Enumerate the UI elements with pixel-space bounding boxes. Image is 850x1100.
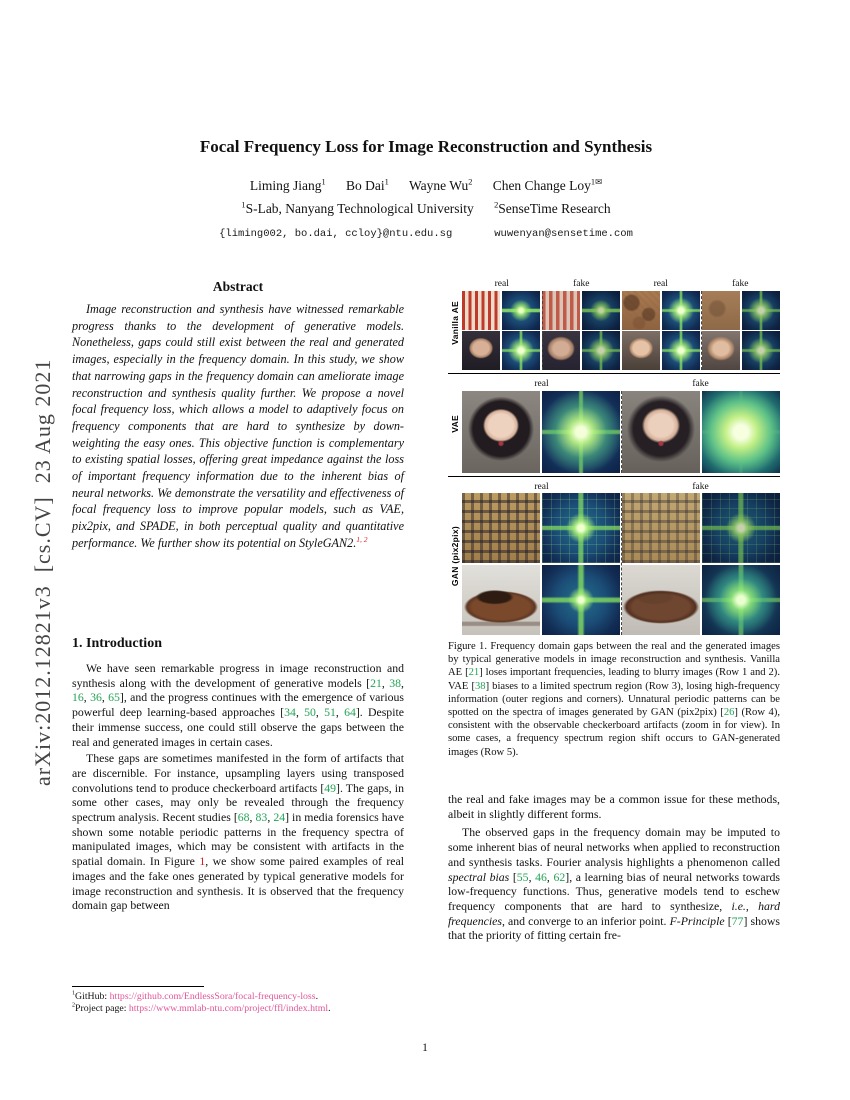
vanilla-ae-row-2 [462,331,780,370]
text-run: Project page: [75,1003,129,1015]
column-headers [462,376,780,389]
paper-title: Focal Frequency Loss for Image Reconstruction and Synthesis [199,137,653,156]
citation-link[interactable]: 38 [389,675,402,690]
text-run: , [528,869,536,884]
citation-link[interactable]: 51 [324,705,336,720]
text-run: ]. The gaps, in some other cases, may only be revealed through the frequency spectrum analysis. Recent studies [ [72,780,404,825]
spectrum-fake-texture [742,291,780,330]
text-run: , [101,690,109,705]
text-run: Image reconstruction and synthesis have witnessed remarkable progress thanks to the development of generative models. Nonetheless, gaps could still exist between the real and generated images, especially in the frequency domain. In this study, we show that narrowing gaps in the frequency domain can ameliorate image reconstruction and synthesis quality further. We propose a novel focal frequency loss, which allows a model to adaptively focus on frequency components that are hard to synthesize by down-weighting the easy ones. This objective function is complementary to existing spatial losses, offering great impedance against the loss of important frequency information due to the inherent bias of neural networks. We demonstrate the versatility and effectiveness of focal frequency loss to improve popular models, such as VAE, pix2pix, and SPADE, in both perceptual quality and quantitative performance. We further show its potential on StyleGAN2. [72,302,404,550]
abstract-heading: Abstract [212,279,264,294]
image-fake-portrait [622,391,700,473]
image-fake-texture [702,291,740,330]
text-run: 1 [321,177,326,187]
text-run [389,178,409,193]
real-fake-divider [542,291,543,371]
spectrum-fake-facade [702,493,780,563]
real-fake-divider [701,291,702,371]
citation-link[interactable]: 34 [284,705,296,720]
abstract-text [72,301,404,552]
email-group: {liming002, bo.dai, ccloy}@ntu.edu.sg [219,228,453,240]
footnote-2 [72,1003,404,1015]
text-run: , [83,690,91,705]
image-real-stripes [462,291,500,330]
column-header-real: real [534,481,549,492]
text-run: Bo Dai [345,178,385,193]
image-fake-face-a [542,331,580,370]
image-real-shoe [462,565,540,635]
citation-link[interactable]: 21 [468,667,480,679]
text-run: ], and the progress continues with the emergence of various powerful deep learning-based approaches [ [72,690,404,720]
text-run: , we show some paired examples of real images and the fake ones generated by typical generative models for image reconstruction and synthesis. It is observed that the frequency domain gap between [72,854,405,913]
text-run: ]. Despite their immense success, one could still observe the gaps between the real and generated images in certain cases. [72,705,404,749]
image-fake-face-b [702,331,740,370]
column-header-real: real [534,379,549,389]
text-run: F-Principle [669,913,725,928]
text-run: ] biases to a limited spectrum region (Row 3), losing high-frequency information (outer regions and corners). Unnatural periodic patterns can be spotted on the spectra of images generated by GAN (pix2pix) [ [448,680,780,719]
text-run: S-Lab, Nanyang Technological University [245,201,474,216]
right-column-text [448,792,780,943]
citation-link[interactable]: 16 [72,690,84,705]
citation-link[interactable]: 65 [108,690,120,705]
citation-link[interactable]: 77 [731,913,744,928]
text-run [326,178,346,193]
text-run: 2 [72,1003,76,1010]
spectrum-real-portrait [542,391,620,473]
text-run: , [249,810,256,825]
text-run: Figure 1. Frequency domain gaps between the real and the generated images by typical generative models in image reconstruction and synthesis. Vanilla AE [ [448,641,780,679]
spectrum-fake-shoe [702,565,780,635]
image-real-portrait [462,391,540,473]
text-run: , [267,810,274,825]
text-run: The observed gaps in the frequency domain may be imputed to some inherent bias of neural networks when applied to reconstruction and synthesis tasks. Fourier analysis highlights a phenomenon called [448,825,780,869]
figure-1 [448,276,780,635]
text-run: ] shows that the priority of fitting certain fre- [448,913,780,943]
text-run: , [315,705,325,720]
text-run: We have seen remarkable progress in image reconstruction and synthesis along with the development of generative models [ [72,661,404,690]
text-run: . [328,1003,331,1015]
vanilla-ae-row-1 [462,291,780,330]
image-real-facade [462,493,540,563]
text-run: 1 [72,990,76,997]
text-run: [ [724,913,732,928]
spectrum-real-texture [662,291,700,330]
row-label-vanilla-ae: Vanilla AE [450,301,460,345]
text-run: , [295,705,305,720]
citation-link[interactable]: 46 [535,869,547,884]
text-run: ], a learning bias of neural networks towards low-frequency functions. Thus, generative models tend to eschew frequency components that are hard to synthesize, [448,869,781,913]
citation-link[interactable]: 36 [90,690,102,705]
citation-link[interactable]: 55 [516,869,529,884]
real-fake-divider [621,391,622,473]
text-run: i.e. [731,898,746,913]
image-fake-facade [622,493,700,563]
text-run: These gaps are sometimes manifested in the form of artifacts that are discernible. For instance, upsampling layers using transposed convolutions tend to produce checkerboard artifacts [ [72,751,404,795]
text-run: ] (Row 4), consistent with the observable checkerboard artifacts (zoom in for view). In some cases, a frequency spectrum region shift occurs to GAN-generated images (Row 5). [448,707,781,758]
image-fake-stripes [542,291,580,330]
image-fake-shoe [622,565,700,635]
citation-link[interactable]: 26 [723,707,735,719]
text-run [474,201,494,216]
footnote-1 [72,991,404,1003]
intro-paragraph-1 [72,661,404,749]
emails-line [72,228,780,240]
citation-link[interactable]: 68 [237,810,250,825]
spectrum-real-shoe [542,565,620,635]
text-run [472,178,492,193]
arxiv-watermark: arXiv:2012.12821v3 [cs.CV] 23 Aug 2021 [30,358,55,786]
column-header-fake: fake [573,279,590,289]
column-headers [462,479,780,492]
spectrum-real-stripes [502,291,540,330]
text-run: 1, 2 [356,534,368,544]
author-list [72,178,780,194]
text-run: . [315,991,319,1002]
spectrum-fake-stripes [582,291,620,330]
column-headers [462,276,780,289]
citation-link[interactable]: 21 [370,675,382,690]
citation-link[interactable]: 50 [304,705,316,720]
section-heading-introduction: 1. Introduction [72,636,162,651]
citation-link[interactable]: 49 [324,780,337,795]
figure-group-gan-pix2pix [448,479,780,635]
text-run: Liming Jiang [249,178,322,193]
text-run: 2 [494,200,499,210]
text-run: 1 [241,200,246,210]
text-run: , [745,898,759,913]
text-run: [ [509,869,517,884]
spectrum-fake-portrait [702,391,780,473]
spectrum-real-facade [542,493,620,563]
right-paragraph-1 [448,792,780,821]
text-run: Wayne Wu [409,178,469,193]
right-paragraph-2 [448,825,780,943]
text-run: ] loses important frequencies, leading to blurry images (Row 1 and 2). VAE [ [448,667,780,692]
group-separator [448,373,780,374]
citation-link[interactable]: 1 [199,854,206,869]
affiliations [72,201,780,217]
text-run: ] in media forensics have shown some notable periodic patterns in the frequency spectra of manipulated images, which may be consistent with artifacts in the spatial domain. In Figure [72,810,404,869]
text-run: spectral bias [448,869,510,884]
text-run: Chen Change Loy [492,178,591,193]
column-header-fake: fake [732,279,749,289]
hyperlink[interactable]: https://www.mmlab-ntu.com/project/ffl/index.html [128,1003,329,1015]
introduction-text [72,661,404,913]
figure-group-vae [448,376,780,473]
citation-link[interactable]: 24 [273,810,286,825]
figure-group-vanilla-ae [448,276,780,370]
image-real-texture [622,291,660,330]
text-run: , [381,675,390,690]
footnote-rule [72,986,204,987]
column-header-real: real [494,279,509,289]
image-real-face-a [462,331,500,370]
text-run: SenseTime Research [498,201,611,216]
text-run: , [335,705,345,720]
citation-link[interactable]: 83 [255,810,268,825]
citation-link[interactable]: 38 [474,680,486,692]
column-header-fake: fake [692,481,709,492]
text-run: 1✉ [590,177,603,187]
text-run: 2 [468,177,473,187]
group-separator [448,476,780,477]
citation-link[interactable]: 62 [553,869,566,884]
text-run: , [401,675,404,690]
spectrum-real-face-b [662,331,700,370]
text-run: , [546,869,554,884]
row-label-vae: VAE [450,415,460,434]
page-number: 1 [422,1042,428,1054]
footnotes [72,991,404,1016]
text-run: , and converge to an inferior point. [501,913,670,928]
row-label-gan-pix2pix: GAN (pix2pix) [450,526,460,587]
citation-link[interactable]: 64 [344,705,356,720]
email-individual: wuwenyan@sensetime.com [494,228,633,240]
text-run: hard frequencies [448,898,780,928]
spectrum-real-face-a [502,331,540,370]
real-fake-divider [621,493,622,635]
column-header-real: real [653,279,668,289]
text-run: 1 [384,177,389,187]
figure-1-caption [448,640,780,759]
spectrum-fake-face-b [742,331,780,370]
column-header-fake: fake [692,379,709,389]
intro-paragraph-2 [72,751,404,913]
hyperlink[interactable]: https://github.com/EndlessSora/focal-frequency-loss [109,991,316,1002]
image-real-face-b [622,331,660,370]
text-run: GitHub: [75,991,110,1002]
spectrum-fake-face-a [582,331,620,370]
text-run: the real and fake images may be a common issue for these methods, albeit in slightly different forms. [448,792,780,821]
